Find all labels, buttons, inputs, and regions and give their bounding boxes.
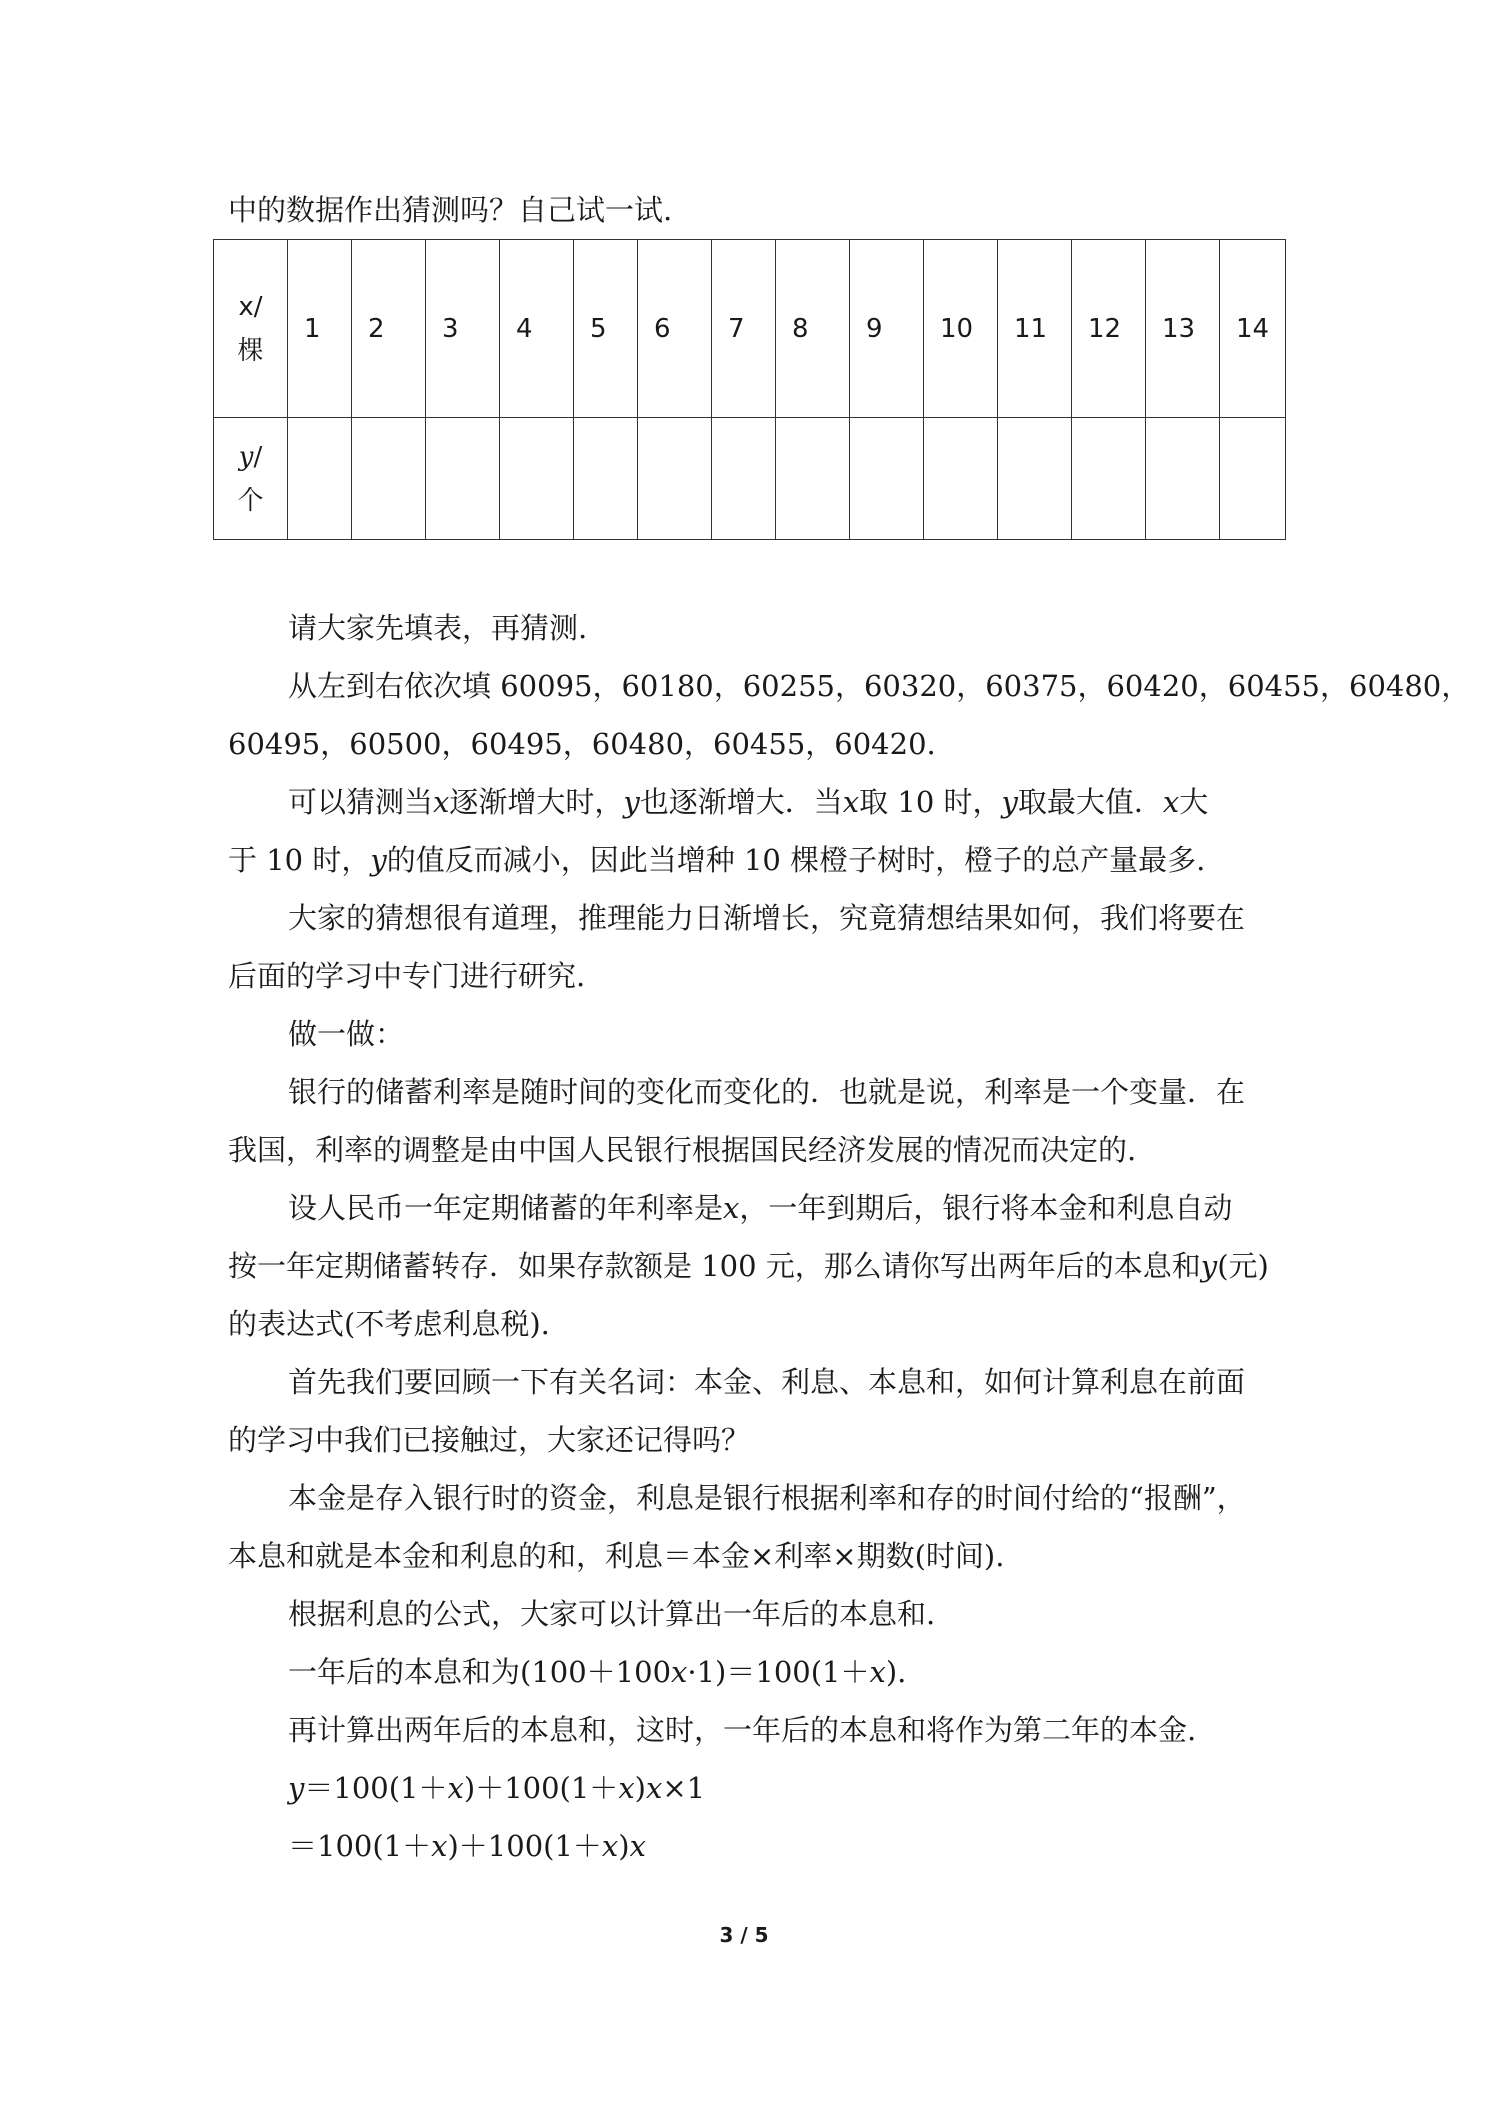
x-value-cell: 1: [288, 240, 352, 418]
y-value-cell: [426, 418, 500, 540]
x-value-cell: 7: [712, 240, 776, 418]
x-value-cell: 8: [776, 240, 850, 418]
data-table: [213, 239, 1286, 540]
y-value-cell: [638, 418, 712, 540]
formula-line: 一年后的本息和为(100＋100x·1)＝100(1＋x).: [288, 1655, 907, 1689]
paragraph: 再计算出两年后的本息和，这时，一年后的本息和将作为第二年的本金.: [288, 1713, 1197, 1747]
x-value-cell: 13: [1146, 240, 1220, 418]
paragraph: 银行的储蓄利率是随时间的变化而变化的．也就是说，利率是一个变量．在: [288, 1075, 1246, 1109]
paragraph: 本金是存入银行时的资金，利息是银行根据利率和存的时间付给的“报酬”，: [288, 1481, 1246, 1515]
y-label-unit: 个: [237, 485, 264, 516]
x-value-cell: 14: [1220, 240, 1286, 418]
x-value-cell: 2: [352, 240, 426, 418]
x-label-unit: 棵: [237, 335, 264, 366]
y-value-cell: [924, 418, 998, 540]
paragraph: 大家的猜想很有道理，推理能力日渐增长，究竟猜想结果如何，我们将要在: [288, 901, 1246, 935]
y-value-cell: [352, 418, 426, 540]
paragraph: 我国，利率的调整是由中国人民银行根据国民经济发展的情况而决定的.: [228, 1133, 1137, 1167]
paragraph: 可以猜测当x逐渐增大时，y也逐渐增大．当x取 10 时，y取最大值．x大: [288, 785, 1209, 819]
paragraph: 从左到右依次填 60095，60180，60255，60320，60375，60420，60455，60480，: [288, 669, 1471, 703]
y-value-cell: [288, 418, 352, 540]
intro-line: 中的数据作出猜测吗？自己试一试.: [228, 193, 673, 227]
x-value-cell: 9: [850, 240, 924, 418]
y-value-cell: [1220, 418, 1286, 540]
paragraph: 根据利息的公式，大家可以计算出一年后的本息和.: [288, 1597, 936, 1631]
paragraph: 的学习中我们已接触过，大家还记得吗？: [228, 1423, 751, 1457]
y-label-var: y: [238, 441, 254, 472]
paragraph: 设人民币一年定期储蓄的年利率是x，一年到期后，银行将本金和利息自动: [288, 1191, 1233, 1225]
y-label-cell: [214, 418, 288, 540]
paragraph: 后面的学习中专门进行研究.: [228, 959, 586, 993]
y-value-cell: [500, 418, 574, 540]
x-value-cell: 5: [574, 240, 638, 418]
y-label-slash: /: [253, 441, 263, 472]
y-value-cell: [1072, 418, 1146, 540]
y-value-cell: [574, 418, 638, 540]
x-label-var: x/: [238, 291, 263, 322]
y-value-cell: [850, 418, 924, 540]
x-value-cell: 12: [1072, 240, 1146, 418]
y-value-cell: [776, 418, 850, 540]
paragraph: 请大家先填表，再猜测.: [288, 611, 588, 645]
paragraph: 做一做：: [288, 1017, 405, 1051]
formula-line: ＝100(1＋x)＋100(1＋x)x: [288, 1829, 646, 1863]
paragraph: 本息和就是本金和利息的和，利息＝本金×利率×期数(时间).: [228, 1539, 1005, 1573]
x-value-cell: 6: [638, 240, 712, 418]
x-value-cell: 3: [426, 240, 500, 418]
paragraph: 的表达式(不考虑利息税).: [228, 1307, 550, 1341]
x-label-cell: [214, 240, 288, 418]
page-number: 3 / 5: [719, 1923, 769, 1947]
formula-line: y＝100(1＋x)＋100(1＋x)x×1: [288, 1771, 706, 1805]
y-value-cell: [712, 418, 776, 540]
x-value-cell: 11: [998, 240, 1072, 418]
y-value-cell: [1146, 418, 1220, 540]
paragraph: 按一年定期储蓄转存．如果存款额是 100 元，那么请你写出两年后的本息和y(元): [228, 1249, 1269, 1283]
x-value-cell: 4: [500, 240, 574, 418]
x-value-cell: 10: [924, 240, 998, 418]
table-row-x: [214, 240, 1286, 418]
paragraph: 于 10 时，y的值反而减小，因此当增种 10 棵橙子树时，橙子的总产量最多.: [228, 843, 1206, 877]
paragraph: 60495，60500，60495，60480，60455，60420.: [228, 727, 936, 761]
paragraph: 首先我们要回顾一下有关名词：本金、利息、本息和，如何计算利息在前面: [288, 1365, 1246, 1399]
y-value-cell: [998, 418, 1072, 540]
table-row-y: [214, 418, 1286, 540]
